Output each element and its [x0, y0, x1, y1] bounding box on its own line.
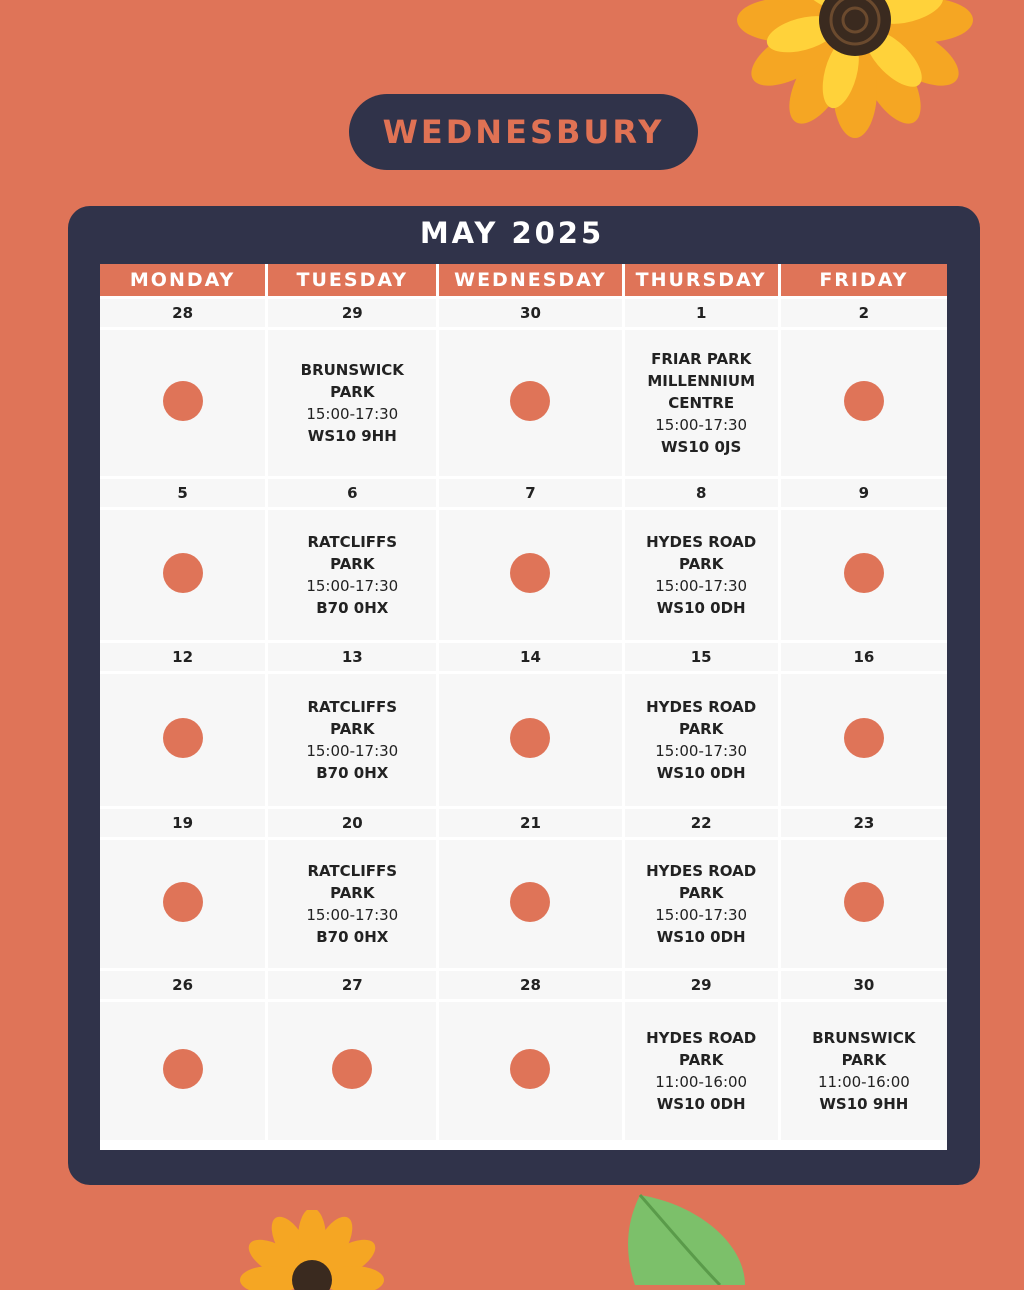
day-cell	[268, 1002, 436, 1140]
event-postcode: WS10 9HH	[819, 1095, 909, 1113]
date-number: 16	[781, 643, 947, 671]
date-number: 2	[781, 299, 947, 327]
event-location: RATCLIFFS PARK	[307, 533, 398, 573]
date-number: 28	[100, 299, 265, 327]
day-content-row	[100, 840, 947, 968]
sunflower-icon	[240, 1210, 390, 1290]
date-number: 1	[625, 299, 778, 327]
event-location: HYDES ROAD PARK	[646, 1029, 757, 1069]
event-postcode: B70 0HX	[316, 599, 389, 617]
day-cell	[625, 510, 778, 640]
orange-dot-icon	[844, 718, 884, 758]
date-number: 5	[100, 479, 265, 507]
event-time: 15:00-17:30	[655, 416, 748, 434]
event-time: 15:00-17:30	[306, 742, 399, 760]
day-cell	[100, 1002, 265, 1140]
day-cell	[439, 330, 621, 476]
day-cell	[439, 510, 621, 640]
orange-dot-icon	[844, 882, 884, 922]
day-cell	[100, 330, 265, 476]
day-cell	[625, 330, 778, 476]
day-cell	[439, 674, 621, 806]
day-cell	[439, 840, 621, 968]
day-cell	[781, 330, 947, 476]
date-row	[100, 809, 947, 837]
orange-dot-icon	[510, 718, 550, 758]
event-location: RATCLIFFS PARK	[307, 698, 398, 738]
date-number: 13	[268, 643, 436, 671]
weekday-header: THURSDAY	[625, 264, 778, 296]
sunflower-icon	[730, 0, 1000, 150]
day-cell	[100, 840, 265, 968]
orange-dot-icon	[163, 718, 203, 758]
event-postcode: WS10 9HH	[307, 427, 397, 445]
calendar-grid	[100, 264, 947, 1150]
date-number: 14	[439, 643, 621, 671]
orange-dot-icon	[844, 553, 884, 593]
weekday-header: FRIDAY	[781, 264, 947, 296]
date-number: 9	[781, 479, 947, 507]
day-content-row	[100, 330, 947, 476]
event-postcode: WS10 0DH	[656, 1095, 746, 1113]
event-time: 15:00-17:30	[655, 742, 748, 760]
date-row	[100, 971, 947, 999]
date-number: 6	[268, 479, 436, 507]
date-number: 12	[100, 643, 265, 671]
location-title: WEDNESBURY	[382, 113, 665, 151]
orange-dot-icon	[510, 553, 550, 593]
date-number: 27	[268, 971, 436, 999]
date-row	[100, 299, 947, 327]
orange-dot-icon	[510, 882, 550, 922]
date-number: 26	[100, 971, 265, 999]
event-time: 15:00-17:30	[306, 405, 399, 423]
location-title-pill	[349, 94, 698, 170]
day-cell	[439, 1002, 621, 1140]
event-time: 15:00-17:30	[655, 906, 748, 924]
orange-dot-icon	[510, 381, 550, 421]
event-location: HYDES ROAD PARK	[646, 862, 757, 902]
event-postcode: WS10 0DH	[656, 928, 746, 946]
event-location: BRUNSWICK PARK	[812, 1029, 916, 1069]
date-number: 20	[268, 809, 436, 837]
event-postcode: WS10 0JS	[661, 438, 742, 456]
day-cell	[625, 840, 778, 968]
date-number: 23	[781, 809, 947, 837]
date-row	[100, 643, 947, 671]
day-content-row	[100, 1002, 947, 1140]
event-location: RATCLIFFS PARK	[307, 862, 398, 902]
weekday-header-row	[100, 264, 947, 296]
date-number: 7	[439, 479, 621, 507]
day-cell	[268, 330, 436, 476]
event-time: 11:00-16:00	[655, 1073, 748, 1091]
orange-dot-icon	[510, 1049, 550, 1089]
date-number: 28	[439, 971, 621, 999]
orange-dot-icon	[163, 553, 203, 593]
orange-dot-icon	[332, 1049, 372, 1089]
day-cell	[268, 510, 436, 640]
weekday-header: MONDAY	[100, 264, 265, 296]
day-cell	[781, 1002, 947, 1140]
date-number: 8	[625, 479, 778, 507]
date-number: 22	[625, 809, 778, 837]
event-time: 11:00-16:00	[817, 1073, 910, 1091]
event-postcode: WS10 0DH	[656, 764, 746, 782]
event-postcode: B70 0HX	[316, 928, 389, 946]
day-cell	[625, 1002, 778, 1140]
orange-dot-icon	[844, 381, 884, 421]
event-time: 15:00-17:30	[655, 577, 748, 595]
orange-dot-icon	[163, 1049, 203, 1089]
weekday-header: WEDNESDAY	[439, 264, 621, 296]
month-title: MAY 2025	[419, 216, 605, 250]
leaf-icon	[620, 1185, 750, 1285]
orange-dot-icon	[163, 882, 203, 922]
date-number: 29	[268, 299, 436, 327]
event-location: BRUNSWICK PARK	[300, 361, 404, 401]
date-number: 29	[625, 971, 778, 999]
day-cell	[781, 840, 947, 968]
calendar-table	[97, 261, 950, 1143]
day-cell	[625, 674, 778, 806]
date-number: 30	[439, 299, 621, 327]
day-cell	[781, 674, 947, 806]
weekday-header: TUESDAY	[268, 264, 436, 296]
day-cell	[100, 674, 265, 806]
date-row	[100, 479, 947, 507]
date-number: 19	[100, 809, 265, 837]
event-postcode: B70 0HX	[316, 764, 389, 782]
day-cell	[268, 674, 436, 806]
day-cell	[100, 510, 265, 640]
day-content-row	[100, 510, 947, 640]
calendar-body	[100, 299, 947, 1140]
orange-dot-icon	[163, 381, 203, 421]
date-number: 15	[625, 643, 778, 671]
event-time: 15:00-17:30	[306, 906, 399, 924]
date-number: 30	[781, 971, 947, 999]
date-number: 21	[439, 809, 621, 837]
day-cell	[781, 510, 947, 640]
event-location: FRIAR PARK MILLENNIUM CENTRE	[647, 350, 755, 412]
event-location: HYDES ROAD PARK	[646, 698, 757, 738]
day-cell	[268, 840, 436, 968]
event-postcode: WS10 0DH	[656, 599, 746, 617]
event-location: HYDES ROAD PARK	[646, 533, 757, 573]
day-content-row	[100, 674, 947, 806]
event-time: 15:00-17:30	[306, 577, 399, 595]
